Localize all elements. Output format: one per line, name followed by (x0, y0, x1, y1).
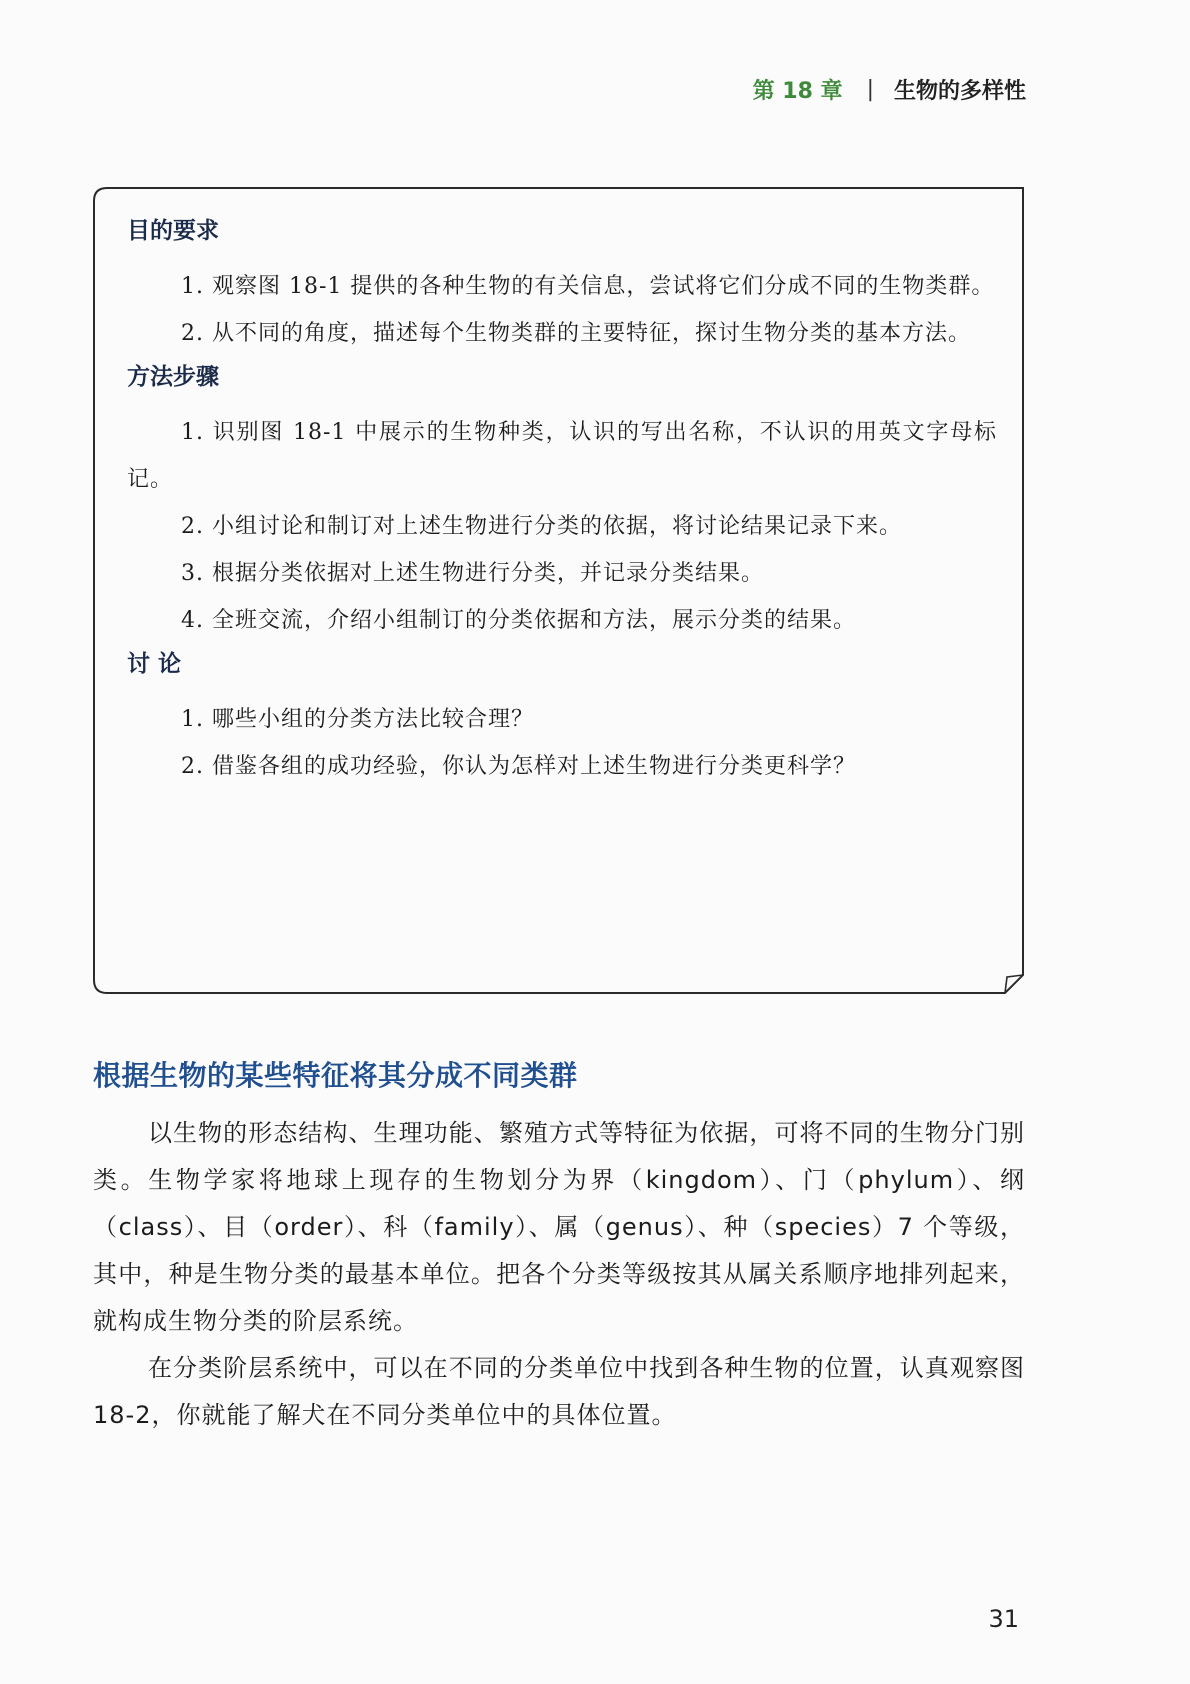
method-step: 1. 识别图 18-1 中展示的生物种类，认识的写出名称，不认识的用英文字母标记。 (127, 420, 997, 492)
discussion-heading: 讨 论 (127, 651, 182, 677)
method-step: 2. 小组讨论和制订对上述生物进行分类的依据，将讨论结果记录下来。 (181, 514, 902, 539)
running-header (753, 74, 1026, 105)
section-title: 根据生物的某些特征将其分成不同类群 (93, 1059, 578, 1092)
objective-item: 1. 观察图 18-1 提供的各种生物的有关信息，尝试将它们分成不同的生物类群。 (181, 274, 995, 299)
header-separator: | (866, 77, 874, 102)
methods-heading: 方法步骤 (127, 364, 219, 390)
chapter-title: 生物的多样性 (893, 79, 1026, 104)
body-text (93, 1110, 1025, 1439)
objective-item: 2. 从不同的角度，描述每个生物类群的主要特征，探讨生物分类的基本方法。 (181, 321, 971, 346)
activity-box (93, 187, 1025, 995)
body-paragraph: 在分类阶层系统中，可以在不同的分类单位中找到各种生物的位置，认真观察图 18-2，你就能了解犬在不同分类单位中的具体位置。 (93, 1354, 1025, 1429)
activity-content (127, 211, 997, 790)
chapter-number: 第 18 章 (752, 79, 843, 104)
discussion-question: 1. 哪些小组的分类方法比较合理？ (181, 707, 534, 732)
objectives-heading: 目的要求 (127, 218, 219, 244)
body-paragraph: 以生物的形态结构、生理功能、繁殖方式等特征为依据，可将不同的生物分门别类。生物学家将地球上现存的生物划分为界（kingdom）、门（phylum）、纲（class）、目（order）、科（family）、属（genus）、种（species）7 个等级，其中，种是生物分类的最基本单位。把各个分类等级按其从属关系顺序地排列起来，就构成生物分类的阶层系统。 (93, 1119, 1025, 1335)
method-step: 3. 根据分类依据对上述生物进行分类，并记录分类结果。 (181, 561, 764, 586)
discussion-question: 2. 借鉴各组的成功经验，你认为怎样对上述生物进行分类更科学？ (181, 754, 856, 779)
method-step: 4. 全班交流，介绍小组制订的分类依据和方法，展示分类的结果。 (181, 608, 856, 633)
page-number: 31 (988, 1605, 1019, 1633)
